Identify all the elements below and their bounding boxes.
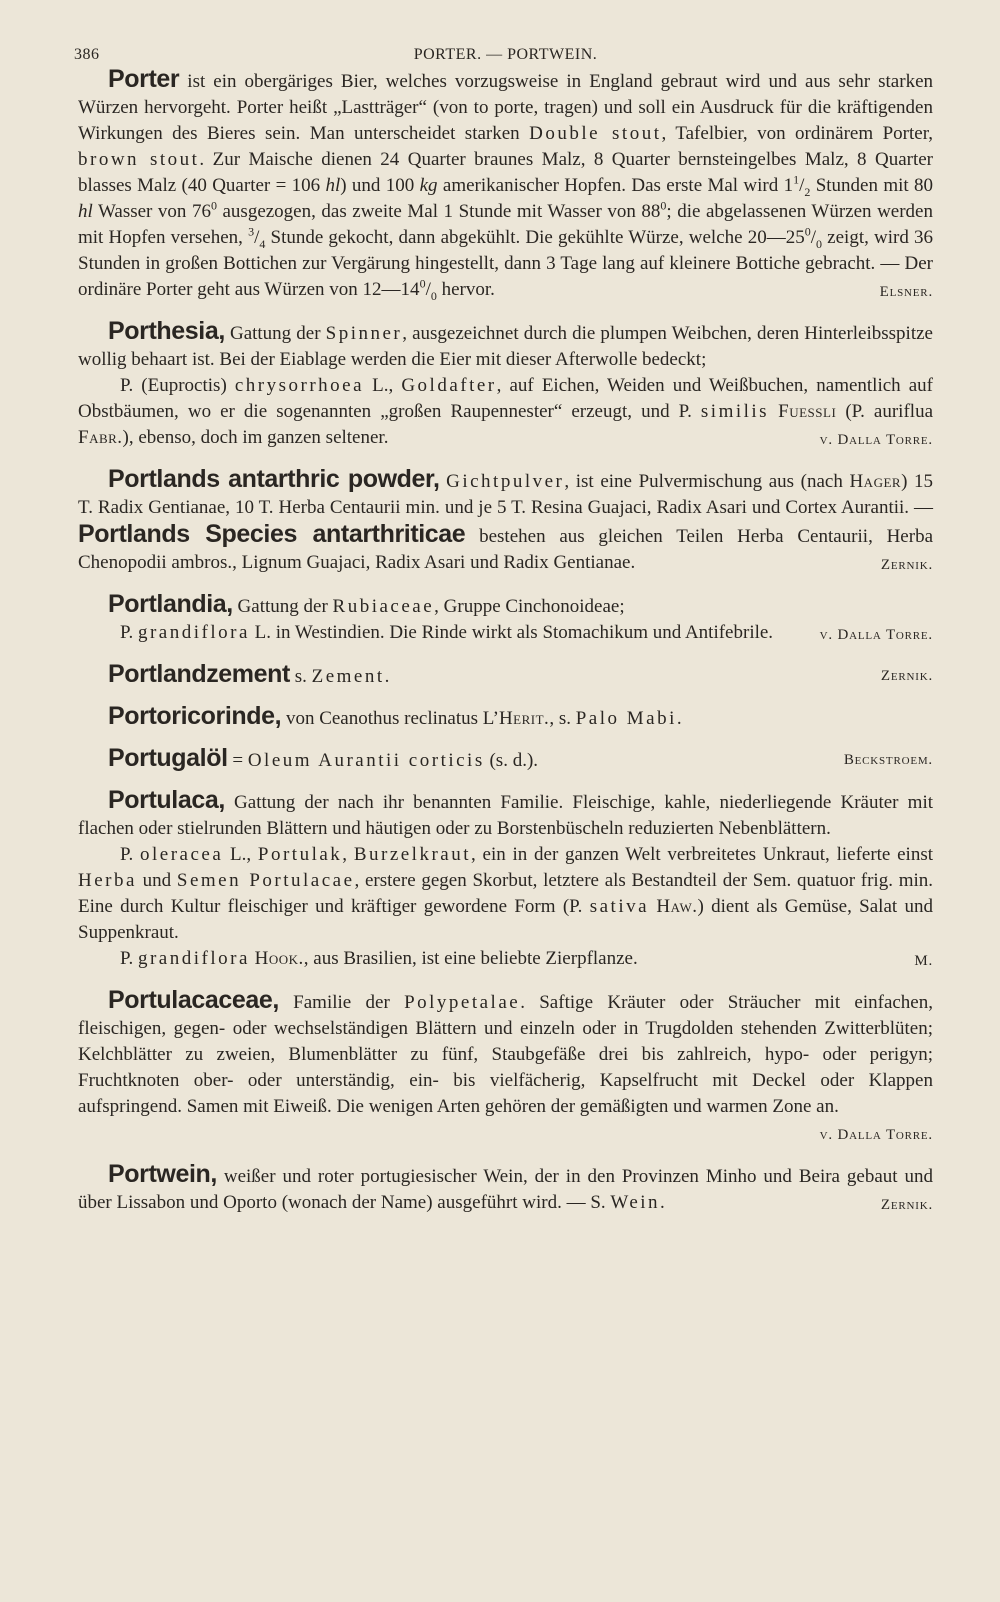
text-run: ist ein obergäriges Bier, welches vorzugsweise in England gebraut wird und aus sehr starken Würzen hervorgeht. Porter heißt „Lastträger“ (von to porte, tragen) und soll ein Ausdruck für die kräftigenden Wirkungen des Bieres sein. Man unterscheidet starken	[78, 71, 933, 144]
entry-author: v. Dalla Torre.	[819, 627, 933, 643]
entry-subparagraph	[78, 373, 933, 451]
dictionary-entry	[78, 787, 933, 974]
dictionary-entry	[78, 1161, 933, 1218]
text-run: weißer und roter portugiesischer Wein, der in den Provinzen Minho und Beira gebaut und über Lissabon und Oporto (wonach der Name) ausgeführt wird. — S.	[78, 1166, 933, 1213]
text-run: bestehen aus gleichen Teilen Herba Centaurii, Herba Chenopodii ambros., Lignum Guajaci, Radix Asari und Radix Gentianae.	[78, 526, 933, 573]
text-run: Portlands Species antarthriticae	[78, 520, 466, 548]
text-run: /	[254, 227, 260, 248]
text-run: ) dient als Gemüse, Salat und Suppenkraut.	[78, 896, 933, 943]
text-run: , erstere gegen Skorbut, letztere als Bestandteil der Sem. quatuor frig. min. Eine durch Kultur fleischiger und kräftiger gewordene Form (P.	[78, 870, 934, 917]
text-run: brown stout	[78, 149, 200, 170]
text-run: , ausgezeichnet durch die plumpen Weibchen, deren Hinterleibsspitze wollig behaart ist. Bei der Eiablage werden die Eier mit dieser Afterwolle bedeckt;	[78, 323, 933, 370]
text-run: 0	[419, 276, 426, 291]
text-run: sativa	[589, 896, 650, 917]
text-run: . Saftige Kräuter oder Sträucher mit einfachen, fleischigen, gegen- oder wechselständigen Blättern und einzeln oder in Trugdolden stehenden Zwitterblüten; Kelchblätter zu zweien, Blumenblätter zu fünf, Staubgefäße drei bis zahlreich, hypo- oder perigyn; Fruchtknoten ober- oder unterständig, ein- bis vielfächerig, Kapselfrucht mit Deckel oder Klappen aufspringend. Samen mit Eiweiß. Die wenigen Arten gehören der gemäßigten und warmen Zone an.	[78, 992, 933, 1117]
entry-headword: Portlandzement	[108, 660, 290, 688]
text-run: , ein in der ganzen Welt verbreitetes Unkraut, lieferte einst	[471, 844, 934, 865]
entry-definition	[78, 1161, 933, 1216]
text-run: 2	[804, 184, 811, 199]
entry-headword: Porthesia,	[108, 317, 225, 345]
entry-list	[78, 66, 933, 1218]
text-run: 0	[430, 288, 437, 303]
text-run: Spinner	[325, 323, 403, 344]
text-run: P. (Euproctis)	[120, 375, 235, 396]
text-run: Burzelkraut	[353, 844, 471, 865]
entry-author: M.	[914, 953, 933, 969]
text-run: ausgezogen, das zweite Mal 1 Stunde mit Wasser von 88	[216, 201, 661, 222]
text-run: L.,	[364, 375, 402, 396]
entry-definition	[78, 318, 933, 373]
text-run: Herit.	[498, 708, 550, 729]
text-run: hervor.	[436, 279, 495, 300]
text-run: , auf Eichen, Weiden und Weißbuchen, namentlich auf Obstbäumen, wo er die sogenannten „großen Raupennester“ erzeugt, und P.	[78, 375, 934, 422]
entry-subparagraph	[78, 946, 933, 972]
text-run: Gattung der nach ihr benannten Familie. Fleischige, kahle, niederliegende Kräuter mit flachen oder stielrunden Blättern und häutigen oder zu Borstenbüscheln reduzierten Nebenblättern.	[78, 792, 933, 839]
text-run: und	[136, 870, 177, 891]
entry-author: Zernik.	[880, 557, 933, 573]
text-run: , aus Brasilien, ist eine beliebte Zierpflanze.	[303, 948, 638, 969]
text-run: Wasser von 76	[92, 201, 211, 222]
dictionary-entry	[78, 591, 933, 648]
text-run: kg	[419, 175, 438, 196]
dictionary-entry	[78, 703, 933, 732]
text-run: 3	[248, 224, 255, 239]
entry-definition	[78, 466, 933, 576]
text-run: hl	[78, 201, 93, 222]
text-run: chrysorrhoea	[234, 375, 365, 396]
text-run: P.	[120, 844, 140, 865]
dictionary-entry	[78, 987, 933, 1148]
text-run: Oleum Aurantii corticis	[247, 750, 485, 771]
text-run: 0	[804, 224, 811, 239]
entry-definition	[78, 66, 933, 303]
dictionary-entry	[78, 745, 933, 774]
text-run: 0	[210, 198, 217, 213]
text-run: . Zur Maische dienen 24 Quarter braunes Malz, 8 Quarter bernsteingelbes Malz, 8 Quarter blasses Malz (40 Quarter = 106	[78, 149, 933, 196]
entry-definition	[78, 787, 933, 842]
text-run: /	[425, 279, 431, 300]
text-run: grandiflora	[137, 622, 250, 643]
entry-author: Zernik.	[880, 1197, 933, 1213]
text-run: .	[676, 708, 682, 729]
text-run: ) und 100	[340, 175, 420, 196]
entry-author: v. Dalla Torre.	[819, 432, 933, 448]
entry-headword: Portoricorinde,	[108, 702, 282, 730]
text-run: , Gruppe Cinchonoideae;	[434, 596, 625, 617]
text-run: Wein	[610, 1192, 661, 1213]
entry-headword: Portlands antarthric powder,	[108, 465, 440, 493]
dictionary-entry	[78, 466, 933, 578]
entry-author: Elsner.	[879, 284, 933, 300]
entry-author: Beckstroem.	[843, 752, 933, 768]
text-run: zeigt, wird 36 Stunden in großen Bottichen zur Vergärung hingestellt, dann 3 Tage lang auf kleinere Bottiche gebracht. — Der ordinäre Porter geht aus Würzen von 12—14	[78, 227, 933, 300]
text-run: ), ebenso, doch im ganzen seltener.	[122, 427, 389, 448]
text-run: (s. d.).	[484, 750, 539, 771]
text-run: Double stout	[529, 123, 662, 144]
text-run: , ist eine Pulvermischung aus (nach	[564, 471, 850, 492]
text-run: .	[660, 1192, 665, 1213]
text-run: 4	[259, 236, 266, 251]
entry-headword: Portugalöl	[108, 744, 228, 772]
dictionary-entry	[78, 318, 933, 453]
text-run: von Ceanothus reclinatus L’	[281, 708, 499, 729]
entry-definition	[78, 986, 933, 1143]
text-run: grandiflora	[137, 948, 250, 969]
page-header	[74, 36, 933, 66]
text-run: Gichtpulver	[446, 471, 565, 492]
text-run: Herba	[78, 870, 137, 891]
text-run: oleracea	[139, 844, 224, 865]
entry-headword: Portwein,	[108, 1160, 217, 1188]
text-run: Fabr.	[78, 427, 123, 448]
entry-definition	[78, 661, 933, 690]
text-run: Gattung der	[232, 596, 333, 617]
text-run: Palo Mabi	[575, 708, 677, 729]
text-run: L. in Westindien. Die Rinde wirkt als Stomachikum und Antifebrile.	[249, 622, 774, 643]
text-run: Haw.	[656, 896, 698, 917]
text-run: 1	[793, 172, 800, 187]
text-run: amerikanischer Hopfen. Das erste Mal wird 1	[437, 175, 794, 196]
dictionary-page	[74, 36, 934, 1231]
entry-definition	[78, 703, 933, 732]
text-run: s.	[289, 666, 312, 687]
text-run: Polypetalae	[404, 992, 521, 1013]
text-run: , Tafelbier, von ordinärem Porter,	[661, 123, 934, 144]
text-run: similis	[700, 401, 770, 422]
text-run: (P. auriflua	[836, 401, 934, 422]
text-run: Semen Portulacae	[176, 870, 355, 891]
text-run: =	[227, 750, 248, 771]
text-run: ) 15 T. Radix Gentianae, 10 T. Herba Centaurii min. und je 5 T. Resina Guajaci, Radix Asari und Cortex Aurantii. —	[78, 471, 934, 518]
entry-author: Zernik.	[880, 668, 933, 684]
entry-headword: Portulacaceae,	[108, 986, 279, 1014]
text-run: 0	[660, 198, 667, 213]
text-run: Hager	[849, 471, 902, 492]
entry-definition	[78, 591, 933, 620]
text-run: Rubiaceae	[332, 596, 435, 617]
text-run: L.,	[223, 844, 258, 865]
text-run: Portulak	[257, 844, 343, 865]
text-run: Stunden mit 80	[810, 175, 933, 196]
text-run: Familie der	[278, 992, 405, 1013]
entry-subparagraph	[78, 620, 933, 646]
text-run: ,	[342, 844, 354, 865]
text-run: Stunde gekocht, dann abgekühlt. Die gekühlte Würze, welche 20—25	[265, 227, 805, 248]
text-run: Fuessli	[778, 401, 837, 422]
text-run: , s.	[549, 708, 576, 729]
entry-headword: Porter	[108, 65, 180, 93]
text-run: /	[799, 175, 805, 196]
dictionary-entry	[78, 661, 933, 690]
text-run: /	[810, 227, 817, 248]
text-run: ; die abgelassenen Würzen werden mit Hopfen versehen,	[78, 201, 933, 248]
entry-headword: Portlandia,	[108, 590, 233, 618]
text-run	[769, 401, 778, 422]
text-run: P.	[120, 948, 138, 969]
text-run: hl	[325, 175, 341, 196]
text-run: 0	[816, 236, 823, 251]
entry-headword: Portulaca,	[108, 786, 225, 814]
text-run: .	[384, 666, 390, 687]
text-run: Goldafter	[401, 375, 497, 396]
entry-definition	[78, 745, 933, 774]
text-run: Gattung der	[224, 323, 326, 344]
page-number: 386	[74, 46, 100, 63]
text-run: P.	[120, 622, 138, 643]
text-run: Hook.	[254, 948, 304, 969]
entry-subparagraph	[78, 842, 933, 946]
dictionary-entry	[78, 66, 933, 305]
entry-author: v. Dalla Torre.	[819, 1127, 933, 1143]
running-title: PORTER. — PORTWEIN.	[413, 46, 598, 63]
text-run: Zement	[311, 666, 385, 687]
